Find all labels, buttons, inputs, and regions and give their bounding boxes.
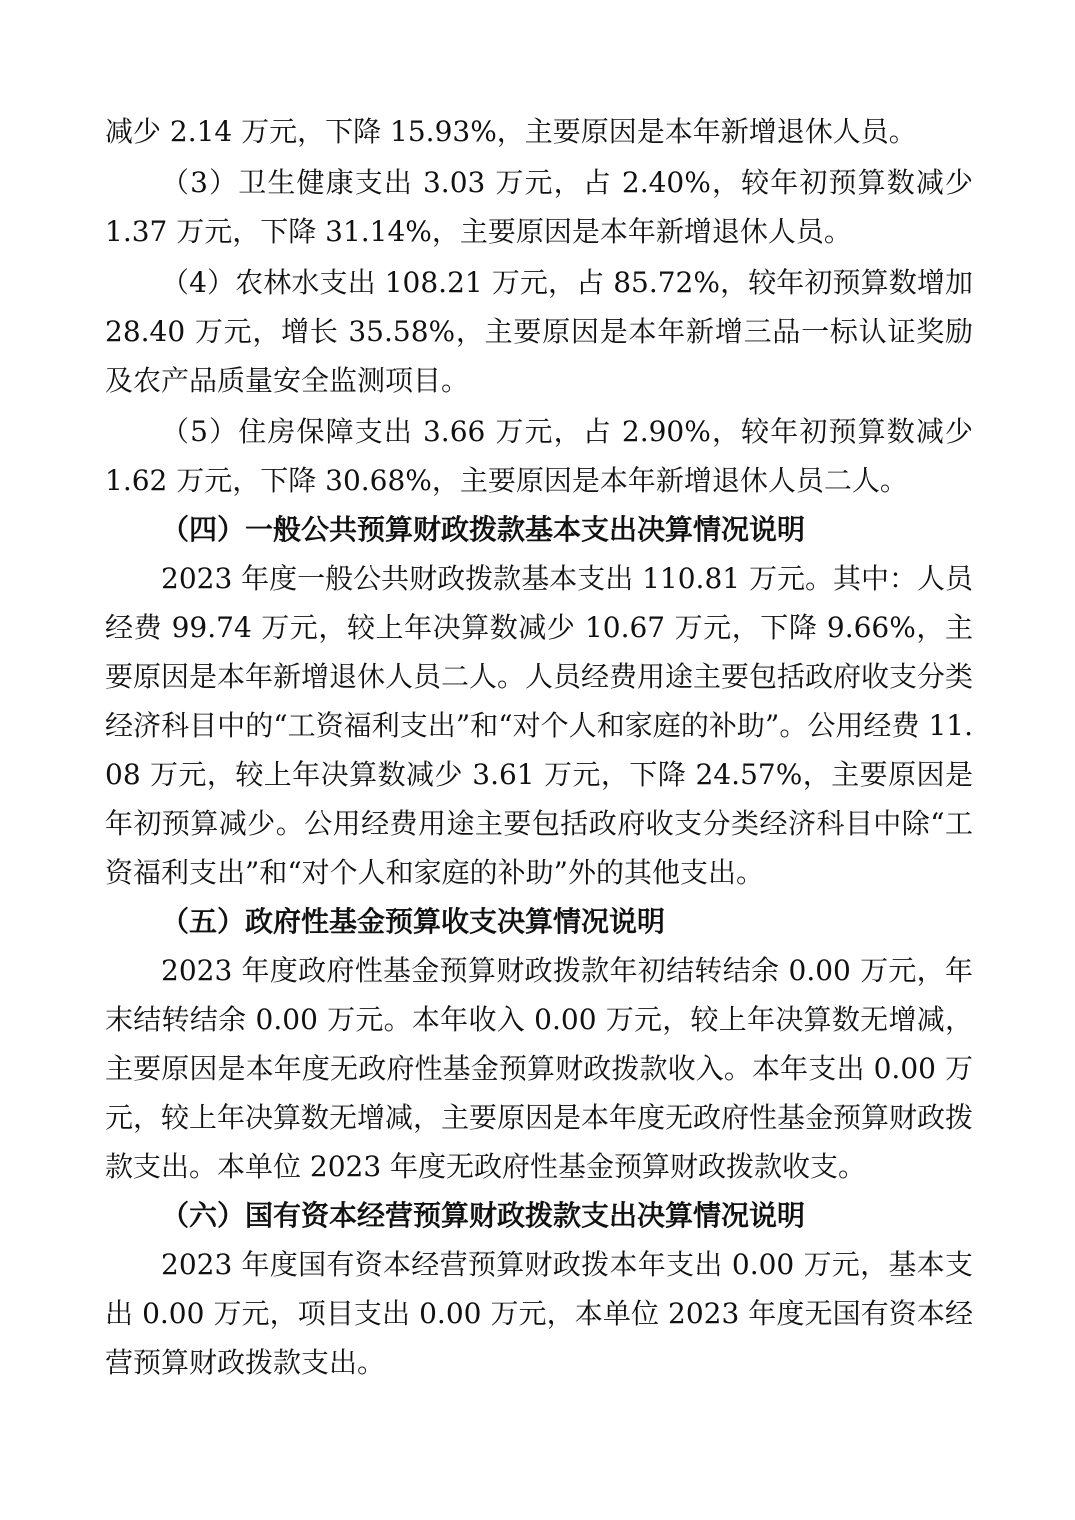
paragraph-agriculture-expenditure: （4）农林水支出 108.21 万元，占 85.72%，较年初预算数增加 28.40 万元，增长 35.58%，主要原因是本年新增三品一标认证奖励及农产品质量安全监测项目。 bbox=[105, 266, 973, 397]
paragraph-basic-expenditure: 2023 年度一般公共财政拨款基本支出 110.81 万元。其中：人员经费 99.74 万元，较上年决算数减少 10.67 万元，下降 9.66%，主要原因是本年新增退休人员二人。人员经费用途主要包括政府收支分类经济科目中的“工资福利支出”和“对个人和家庭的补助”。公用经费 11.08 万元，较上年决算数减少 3.61 万元，下降 24.57%，主要原因是年初预算减少。公用经费用途主要包括政府收支分类经济科目中除“工资福利支出”和“对个人和家庭的补助”外的其他支出。 bbox=[105, 562, 974, 889]
paragraph-health-expenditure: （3）卫生健康支出 3.03 万元，占 2.40%，较年初预算数减少 1.37 万元，下降 31.14%，主要原因是本年新增退休人员。 bbox=[105, 166, 973, 248]
paragraph-state-capital: 2023 年度国有资本经营预算财政拨本年支出 0.00 万元，基本支出 0.00 万元，项目支出 0.00 万元，本单位 2023 年度无国有资本经营预算财政拨款支出。 bbox=[105, 1248, 973, 1379]
paragraph-continuation: 减少 2.14 万元，下降 15.93%，主要原因是本年新增退休人员。 bbox=[105, 115, 917, 148]
section-heading-5: （五）政府性基金预算收支决算情况说明 bbox=[161, 905, 666, 938]
paragraph-housing-expenditure: （5）住房保障支出 3.66 万元，占 2.90%，较年初预算数减少 1.62 万元，下降 30.68%，主要原因是本年新增退休人员二人。 bbox=[105, 415, 973, 497]
paragraph-government-fund: 2023 年度政府性基金预算财政拨款年初结转结余 0.00 万元，年末结转结余 0.00 万元。本年收入 0.00 万元，较上年决算数无增减，主要原因是本年度无政府性基金预算财政拨款收入。本年支出 0.00 万元，较上年决算数无增减，主要原因是本年度无政府性基金预算财政拨款支出。本单位 2023 年度无政府性基金预算财政拨款收支。 bbox=[105, 954, 974, 1183]
section-heading-4: （四）一般公共预算财政拨款基本支出决算情况说明 bbox=[161, 513, 806, 546]
document-page bbox=[105, 107, 973, 1387]
section-heading-6: （六）国有资本经营预算财政拨款支出决算情况说明 bbox=[161, 1199, 806, 1232]
